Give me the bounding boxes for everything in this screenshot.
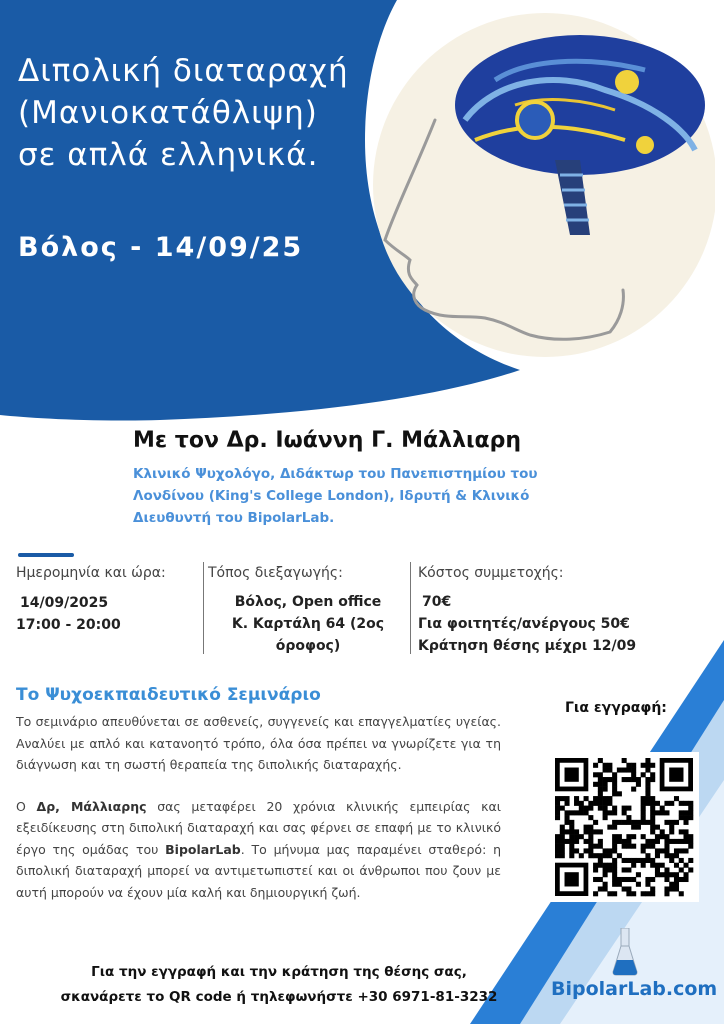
- registration-label: Για εγγραφή:: [565, 700, 667, 716]
- venue-line: όροφος): [275, 638, 341, 654]
- flask-logo-icon: [612, 928, 638, 976]
- venue-line: Βόλος, Open office: [234, 594, 382, 610]
- cost-label: Κόστος συμμετοχής:: [418, 565, 564, 581]
- seminar-paragraph: Το σεμινάριο απευθύνεται σε ασθενείς, συγγενείς και επαγγελματίες υγείας. Αναλύει με απλό και κατανοητό τρόπο, όλα όσα πρέπει να γνωρίζετε για τη διάγνωση και τη σωστή θεραπεία της διπολικής διαταραχής.: [16, 714, 501, 772]
- call-to-action: [18, 960, 540, 1010]
- event-date: 14/09/2025: [20, 595, 109, 611]
- cost-line: 70€: [422, 594, 452, 610]
- seminar-title: Το Ψυχοεκπαιδευτικό Σεμινάριο: [16, 685, 321, 705]
- brand-mention: BipolarLab: [165, 841, 241, 857]
- cost-line: Για φοιτητές/ανέργους 50€: [418, 616, 630, 632]
- title-line: (Μανιοκατάθλιψη): [18, 95, 318, 131]
- brand-name[interactable]: BipolarLab.com: [551, 978, 718, 1000]
- presenter-short-name: Δρ, Μάλλιαρης: [36, 798, 147, 814]
- qr-code-icon: [549, 752, 699, 902]
- cost-line: Κράτηση θέσης μέχρι 12/09: [418, 638, 637, 654]
- cta-line: Για την εγγραφή και την κράτηση της θέσης σας,: [91, 964, 467, 980]
- venue-label: Τόπος διεξαγωγής:: [208, 565, 343, 581]
- event-location-date: Βόλος - 14/09/25: [18, 232, 304, 263]
- presenter-bio: Κλινικό Ψυχολόγο, Διδάκτωρ του Πανεπιστημίου του Λονδίνου (King's College London), Ιδρυτή & Κλινικό Διευθυντή του BipolarLab.: [133, 466, 538, 526]
- presenter-name: Με τον Δρ. Ιωάννη Γ. Μάλλιαρη: [133, 428, 522, 453]
- date-time-label: Ημερομηνία και ώρα:: [16, 565, 166, 581]
- registration-qr-code[interactable]: [549, 752, 699, 902]
- venue-line: Κ. Καρτάλη 64 (2ος: [231, 616, 385, 632]
- seminar-paragraph: Ο Δρ, Μάλλιαρης σας μεταφέρει 20 χρόνια κλινικής εμπειρίας και εξειδίκευσης στη διπολική διαταραχή και σας φέρνει σε επαφή με το κλινικό έργο της ομάδας του BipolarLab. Το μήνυμα μας παραμένει σταθερό: η διπολική διαταραχή μπορεί να αντιμετωπιστεί και οι άνθρωποι που ζουν με αυτή μπορούν να έχουν μία καλή και δημιουργική ζωή.: [16, 798, 501, 900]
- title-line: Διπολική διαταραχή: [18, 53, 349, 89]
- title-line: σε απλά ελληνικά.: [18, 137, 319, 173]
- cta-line: σκανάρετε το QR code ή τηλεφωνήστε +30 6971-81-3232: [60, 989, 498, 1005]
- event-time: 17:00 - 20:00: [16, 617, 121, 633]
